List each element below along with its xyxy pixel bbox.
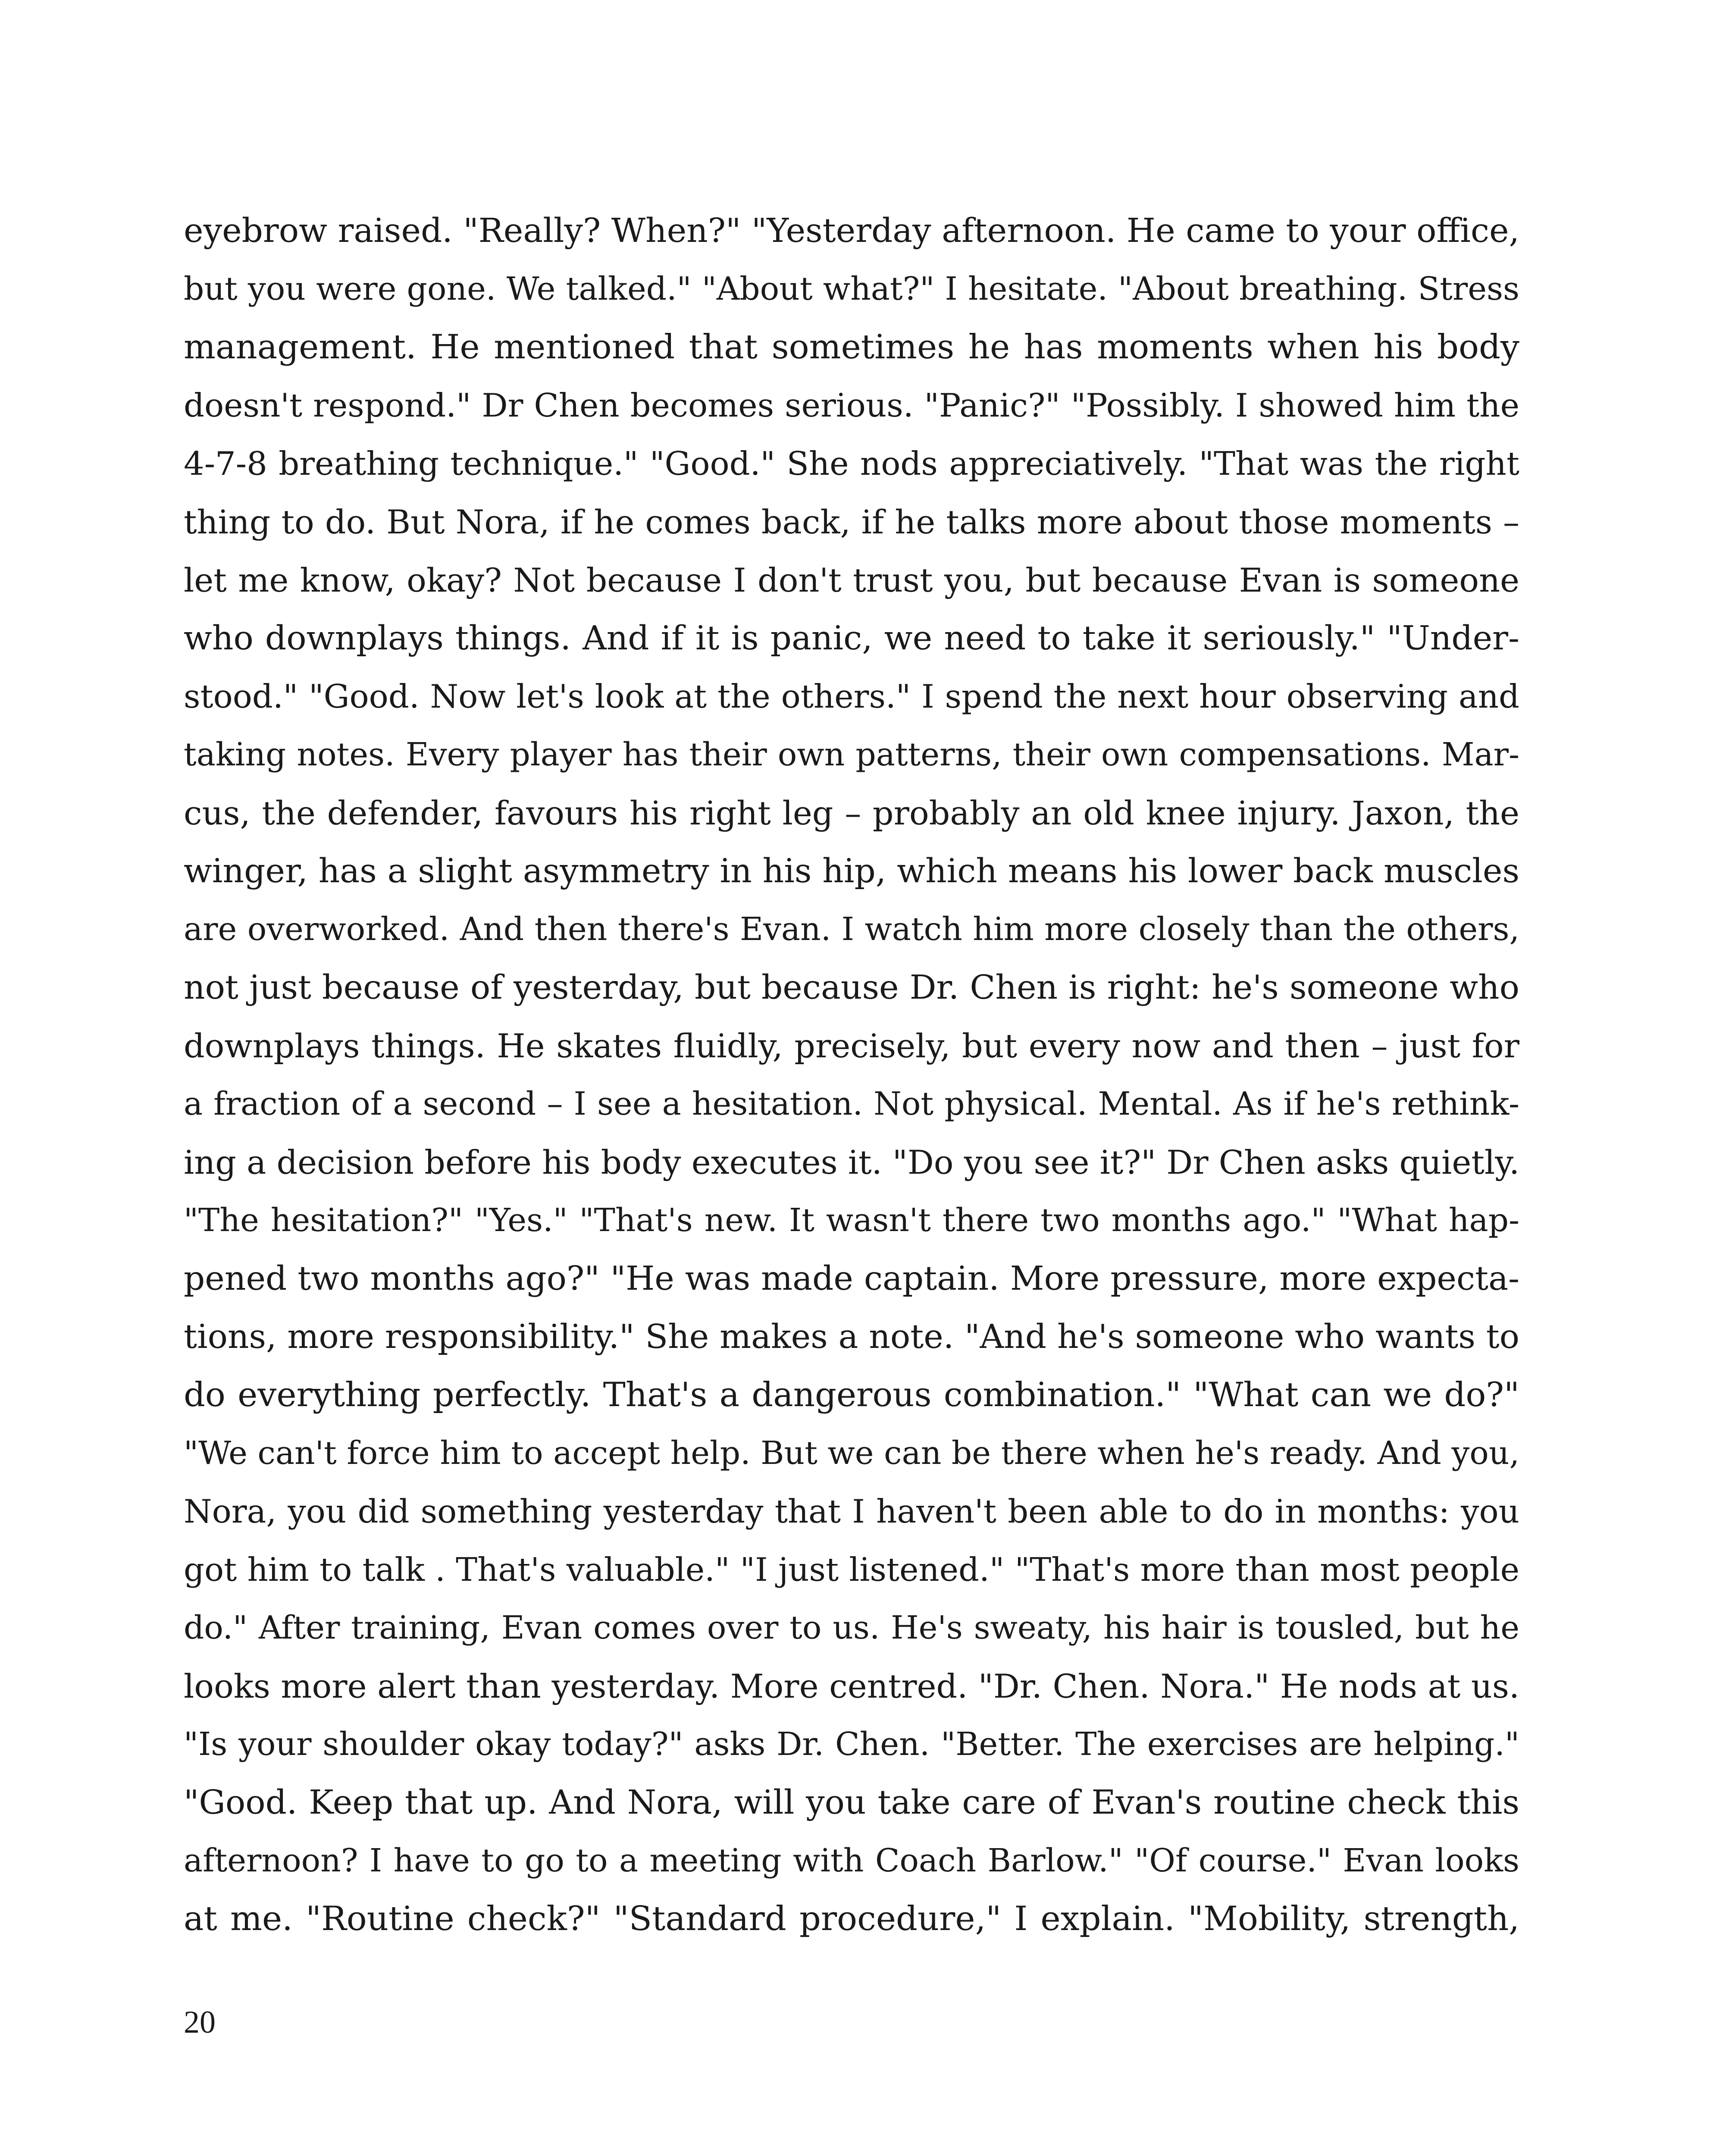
text-line: 4-7-8 breathing technique." "Good." She nods appreciatively. "That was the right: [184, 445, 1519, 483]
text-line: taking notes. Every player has their own patterns, their own compensations. Mar-: [184, 736, 1519, 773]
body-text: [184, 202, 1519, 1948]
text-line: "The hesitation?" "Yes." "That's new. It wasn't there two months ago." "What hap-: [184, 1202, 1519, 1239]
text-line: management. He mentioned that sometimes he has moments when his body: [184, 328, 1519, 367]
text-line: "We can't force him to accept help. But we can be there when he's ready. And you,: [184, 1435, 1519, 1472]
text-line: pened two months ago?" "He was made captain. More pressure, more expecta-: [184, 1260, 1519, 1298]
text-line: a fraction of a second – I see a hesitation. Not physical. Mental. As if he's rethink-: [184, 1085, 1519, 1122]
text-line: ing a decision before his body executes it. "Do you see it?" Dr Chen asks quietly.: [184, 1143, 1520, 1181]
text-line: downplays things. He skates fluidly, precisely, but every now and then – just for: [184, 1027, 1519, 1065]
text-line: "Good. Keep that up. And Nora, will you take care of Evan's routine check this: [184, 1783, 1519, 1822]
text-line: looks more alert than yesterday. More centred. "Dr. Chen. Nora." He nods at us.: [184, 1667, 1519, 1705]
text-line: let me know, okay? Not because I don't trust you, but because Evan is someone: [184, 561, 1519, 599]
text-line: Nora, you did something yesterday that I haven't been able to do in months: you: [184, 1492, 1519, 1530]
text-line: but you were gone. We talked." "About what?" I hesitate. "About breathing. Stress: [184, 270, 1519, 307]
text-line: do." After training, Evan comes over to us. He's sweaty, his hair is tousled, but he: [184, 1609, 1519, 1646]
text-line: who downplays things. And if it is panic, we need to take it seriously." "Under-: [184, 619, 1519, 658]
text-line: winger, has a slight asymmetry in his hip, which means his lower back muscles: [184, 852, 1519, 890]
text-line: got him to talk . That's valuable." "I just listened." "That's more than most people: [184, 1551, 1519, 1589]
text-line: doesn't respond." Dr Chen becomes serious. "Panic?" "Possibly. I showed him the: [184, 386, 1519, 424]
text-line: do everything perfectly. That's a dangerous combination." "What can we do?": [184, 1376, 1519, 1414]
text-line: "Is your shoulder okay today?" asks Dr. Chen. "Better. The exercises are helping.": [184, 1726, 1519, 1763]
text-line: not just because of yesterday, but because Dr. Chen is right: he's someone who: [184, 968, 1519, 1007]
text-line: tions, more responsibility." She makes a note. "And he's someone who wants to: [184, 1318, 1519, 1356]
text-line: eyebrow raised. "Really? When?" "Yesterday afternoon. He came to your office,: [184, 212, 1519, 250]
text-line: are overworked. And then there's Evan. I watch him more closely than the others,: [184, 911, 1519, 948]
page-number: 20: [184, 2005, 216, 2040]
text-line: thing to do. But Nora, if he comes back, if he talks more about those moments –: [184, 503, 1519, 541]
text-line: at me. "Routine check?" "Standard procedure," I explain. "Mobility, strength,: [184, 1899, 1519, 1938]
text-line: cus, the defender, favours his right leg – probably an old knee injury. Jaxon, the: [184, 794, 1519, 832]
text-line: stood." "Good. Now let's look at the others." I spend the next hour observing and: [184, 677, 1519, 715]
text-line: afternoon? I have to go to a meeting with Coach Barlow." "Of course." Evan looks: [184, 1842, 1519, 1879]
